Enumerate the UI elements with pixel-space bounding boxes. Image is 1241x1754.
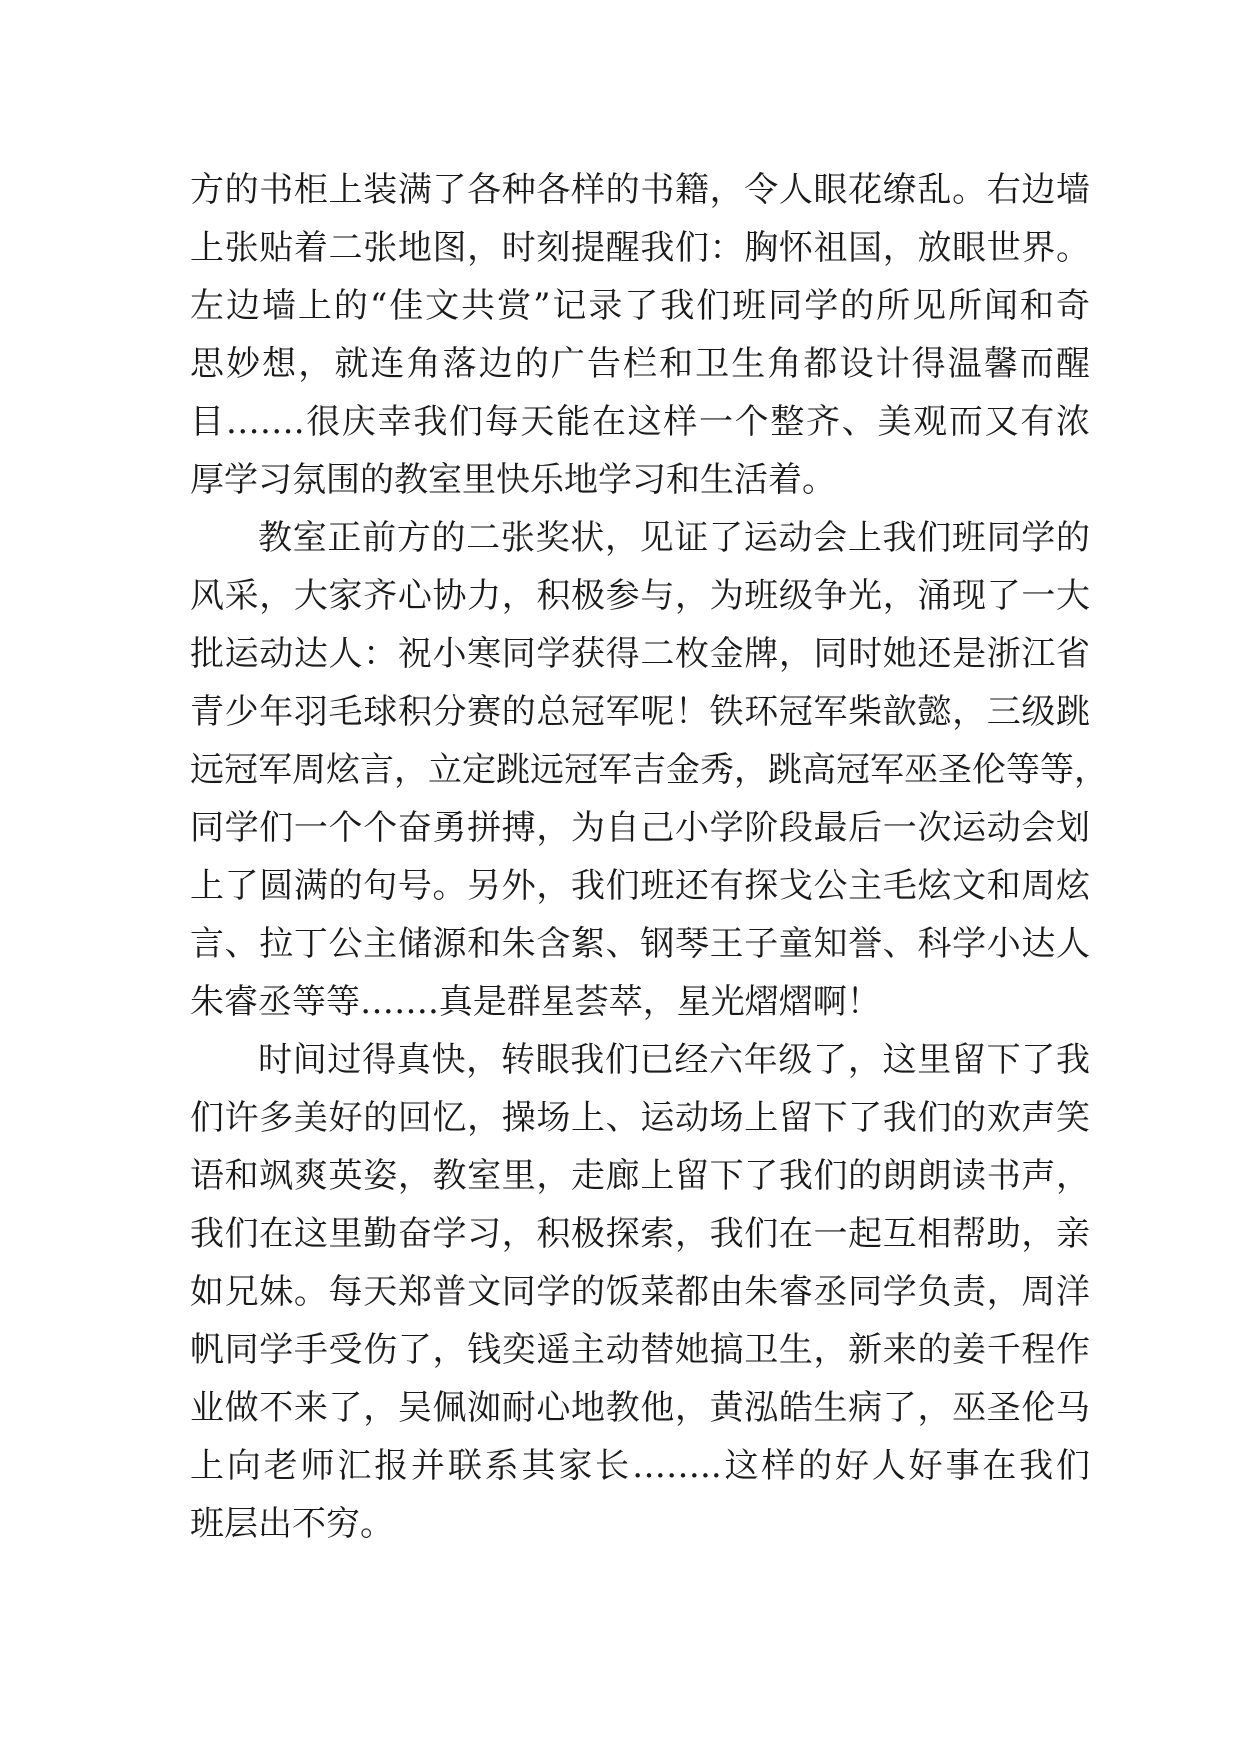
text-line: 朱睿丞等等…….真是群星荟萃，星光熠熠啊！ — [190, 982, 881, 1022]
text-line: 厚学习氛围的教室里快乐地学习和生活着。 — [190, 460, 836, 500]
text-line: 我们在这里勤奋学习，积极探索，我们在一起互相帮助，亲 — [190, 1214, 1090, 1254]
text-line: 帆同学手受伤了，钱奕遥主动替她搞卫生，新来的姜千程作 — [190, 1330, 1090, 1370]
text-line: 上向老师汇报并联系其家长……..这样的好人好事在我们 — [190, 1446, 1090, 1486]
text-line: 风采，大家齐心协力，积极参与，为班级争光，涌现了一大 — [190, 576, 1090, 616]
text-line: 上张贴着二张地图，时刻提醒我们：胸怀祖国，放眼世界。 — [190, 228, 1090, 268]
text-line: 左边墙上的“佳文共赏”记录了我们班同学的所见所闻和奇 — [190, 286, 1090, 326]
paragraph-1 — [190, 161, 1090, 509]
text-line: 同学们一个个奋勇拼搏，为自己小学阶段最后一次运动会划 — [190, 808, 1090, 848]
text-line: 目…….很庆幸我们每天能在这样一个整齐、美观而又有浓 — [190, 402, 1090, 442]
text-line: 们许多美好的回忆，操场上、运动场上留下了我们的欢声笑 — [190, 1098, 1090, 1138]
text-line: 思妙想，就连角落边的广告栏和卫生角都设计得温馨而醒 — [190, 344, 1090, 384]
text-line: 如兄妹。每天郑普文同学的饭菜都由朱睿丞同学负责，周洋 — [190, 1272, 1090, 1312]
paragraph-3 — [190, 1031, 1090, 1553]
text-line: 方的书柜上装满了各种各样的书籍，令人眼花缭乱。右边墙 — [190, 170, 1090, 210]
text-line: 言、拉丁公主储源和朱含絮、钢琴王子童知誉、科学小达人 — [190, 924, 1090, 964]
paragraph-2 — [190, 509, 1108, 1031]
text-line: 时间过得真快，转眼我们已经六年级了，这里留下了我 — [258, 1040, 1090, 1080]
text-line: 批运动达人：祝小寒同学获得二枚金牌，同时她还是浙江省 — [190, 634, 1090, 674]
text-line: 远冠军周炫言，立定跳远冠军吉金秀，跳高冠军巫圣伦等等， — [190, 750, 1108, 790]
text-line: 青少年羽毛球积分赛的总冠军呢！铁环冠军柴歆懿，三级跳 — [190, 692, 1090, 732]
text-line: 上了圆满的句号。另外，我们班还有探戈公主毛炫文和周炫 — [190, 866, 1090, 906]
text-line: 语和飒爽英姿，教室里，走廊上留下了我们的朗朗读书声， — [190, 1156, 1090, 1196]
body-text — [190, 161, 1108, 1553]
text-line: 业做不来了，吴佩洳耐心地教他，黄泓皓生病了，巫圣伦马 — [190, 1388, 1090, 1428]
text-line: 教室正前方的二张奖状，见证了运动会上我们班同学的 — [258, 518, 1090, 558]
text-line: 班层出不穷。 — [190, 1504, 394, 1544]
